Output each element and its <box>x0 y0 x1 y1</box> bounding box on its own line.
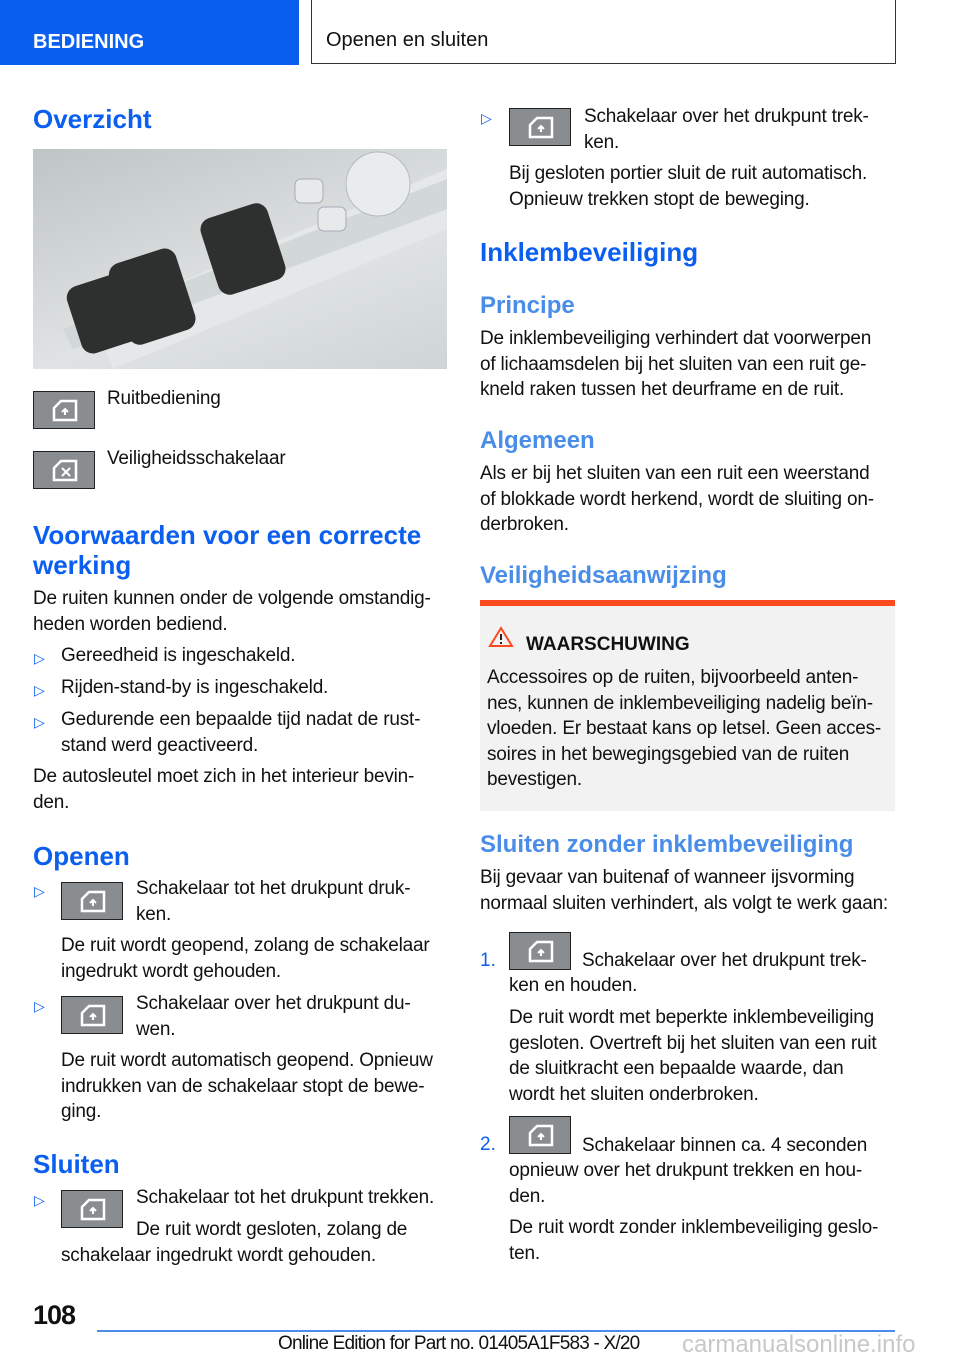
page-number: 108 <box>33 1300 76 1330</box>
principe-text: De inklembeveiliging verhindert dat voorwerpen of lichaamsdelen bij het sluiten van een ruit ge- kneld raken tussen het deurframe en de ruit. <box>480 328 872 400</box>
section-tab <box>0 0 299 65</box>
openen-step2-desc: De ruit wordt automatisch geopend. Opnieuw indrukken van de schakelaar stopt de bewe- ging. <box>61 1050 433 1122</box>
heading-algemeen: Algemeen <box>480 427 595 454</box>
heading-overzicht: Overzicht <box>33 104 152 134</box>
openen-step1-desc: De ruit wordt geopend, zolang de schakelaar ingedrukt wordt gehouden. <box>61 935 430 982</box>
sluiten-desc: De ruit wordt gesloten, zolang de <box>136 1219 408 1240</box>
step1-text: Schakelaar over het drukpunt trek- <box>582 950 867 971</box>
edition-text: Online Edition for Part no. 01405A1F583 - X/20 <box>278 1333 640 1354</box>
bullet-icon: ▷ <box>34 714 45 730</box>
warning-box <box>480 600 895 811</box>
trekken-step: Schakelaar over het drukpunt trek- ken. <box>584 106 869 153</box>
list-item: Gereedheid is ingeschakeld. <box>61 645 296 666</box>
window-switch-photo <box>33 149 447 369</box>
bullet-icon: ▷ <box>34 883 45 899</box>
list-item: Rijden-stand-by is ingeschakeld. <box>61 677 329 698</box>
window-control-icon <box>509 1116 571 1154</box>
step-number: 2. <box>480 1134 496 1155</box>
warning-title: WAARSCHUWING <box>526 634 690 655</box>
heading-inklembeveiliging: Inklembeveiliging <box>480 237 699 267</box>
step1-text-2: ken en houden. <box>509 975 638 996</box>
openen-step1: Schakelaar tot het drukpunt druk- ken. <box>136 878 411 925</box>
heading-voorwaarden: Voorwaarden voor een correcte <box>33 520 422 550</box>
watermark: carmanualsonline.info <box>682 1331 916 1358</box>
step-number: 1. <box>480 950 496 971</box>
legend-ruitbediening: Ruitbediening <box>107 388 221 409</box>
warning-text: Accessoires op de ruiten, bijvoorbeeld anten- nes, kunnen de inklembeveiliging nadelig beïn- vloeden. Er bestaat kans op letsel. Geen acces- soires in het bewegingsgebied van de ruiten bevestigen. <box>487 667 882 790</box>
heading-sluiten: Sluiten <box>33 1149 120 1179</box>
bullet-icon: ▷ <box>34 998 45 1014</box>
bullet-icon: ▷ <box>34 1192 45 1208</box>
window-control-icon <box>509 932 571 970</box>
heading-veiligheidsaanwijzing: Veiligheidsaanwijzing <box>480 562 727 589</box>
step2-text-2: opnieuw over het drukpunt trekken en hou- den. <box>509 1160 863 1207</box>
window-control-icon <box>61 996 123 1034</box>
legend-veiligheidsschakelaar: Veiligheidsschakelaar <box>107 448 286 469</box>
bullet-icon: ▷ <box>34 682 45 698</box>
step1-desc: De ruit wordt met beperkte inklembeveiliging gesloten. Overtreft bij het sluiten van een ruit de sluitkracht een bepaalde waarde, dan wordt het sluiten onderbroken. <box>509 1007 877 1105</box>
algemeen-text: Als er bij het sluiten van een ruit een weerstand of blokkade wordt herkend, wordt de sluiting on- derbroken. <box>480 463 874 535</box>
section-label: BEDIENING <box>33 31 145 53</box>
window-control-icon <box>509 108 571 146</box>
list-item: Gedurende een bepaalde tijd nadat de rust- stand werd geactiveerd. <box>61 709 421 756</box>
voorwaarden-outro: De autosleutel moet zich in het interieur bevin- den. <box>33 766 415 813</box>
step2-desc: De ruit wordt zonder inklembeveiliging geslo- ten. <box>509 1217 879 1264</box>
chapter-label: Openen en sluiten <box>326 29 489 51</box>
step2-text: Schakelaar binnen ca. 4 seconden <box>582 1135 868 1156</box>
bullet-icon: ▷ <box>34 650 45 666</box>
voorwaarden-intro: De ruiten kunnen onder de volgende omstandig- heden worden bediend. <box>33 588 431 635</box>
safety-switch-icon <box>33 451 95 489</box>
window-control-icon <box>61 882 123 920</box>
window-control-icon <box>33 391 95 429</box>
sluiten-desc-2: schakelaar ingedrukt wordt gehouden. <box>61 1245 376 1266</box>
heading-openen: Openen <box>33 841 130 871</box>
heading-sluiten-zonder: Sluiten zonder inklembeveiliging <box>480 831 854 858</box>
trekken-desc: Bij gesloten portier sluit de ruit automatisch. Opnieuw trekken stopt de beweging. <box>509 163 868 210</box>
zonder-intro: Bij gevaar van buitenaf of wanneer ijsvorming normaal sluiten verhindert, als volgt te werk gaan: <box>480 867 889 914</box>
chapter-tab <box>311 0 896 64</box>
window-control-icon <box>61 1190 123 1228</box>
bullet-icon: ▷ <box>481 110 492 126</box>
sluiten-step: Schakelaar tot het drukpunt trekken. <box>136 1187 435 1208</box>
heading-principe: Principe <box>480 292 575 319</box>
heading-voorwaarden-2: werking <box>33 550 132 580</box>
warning-triangle-icon <box>488 626 514 648</box>
openen-step2: Schakelaar over het drukpunt du- wen. <box>136 993 411 1040</box>
